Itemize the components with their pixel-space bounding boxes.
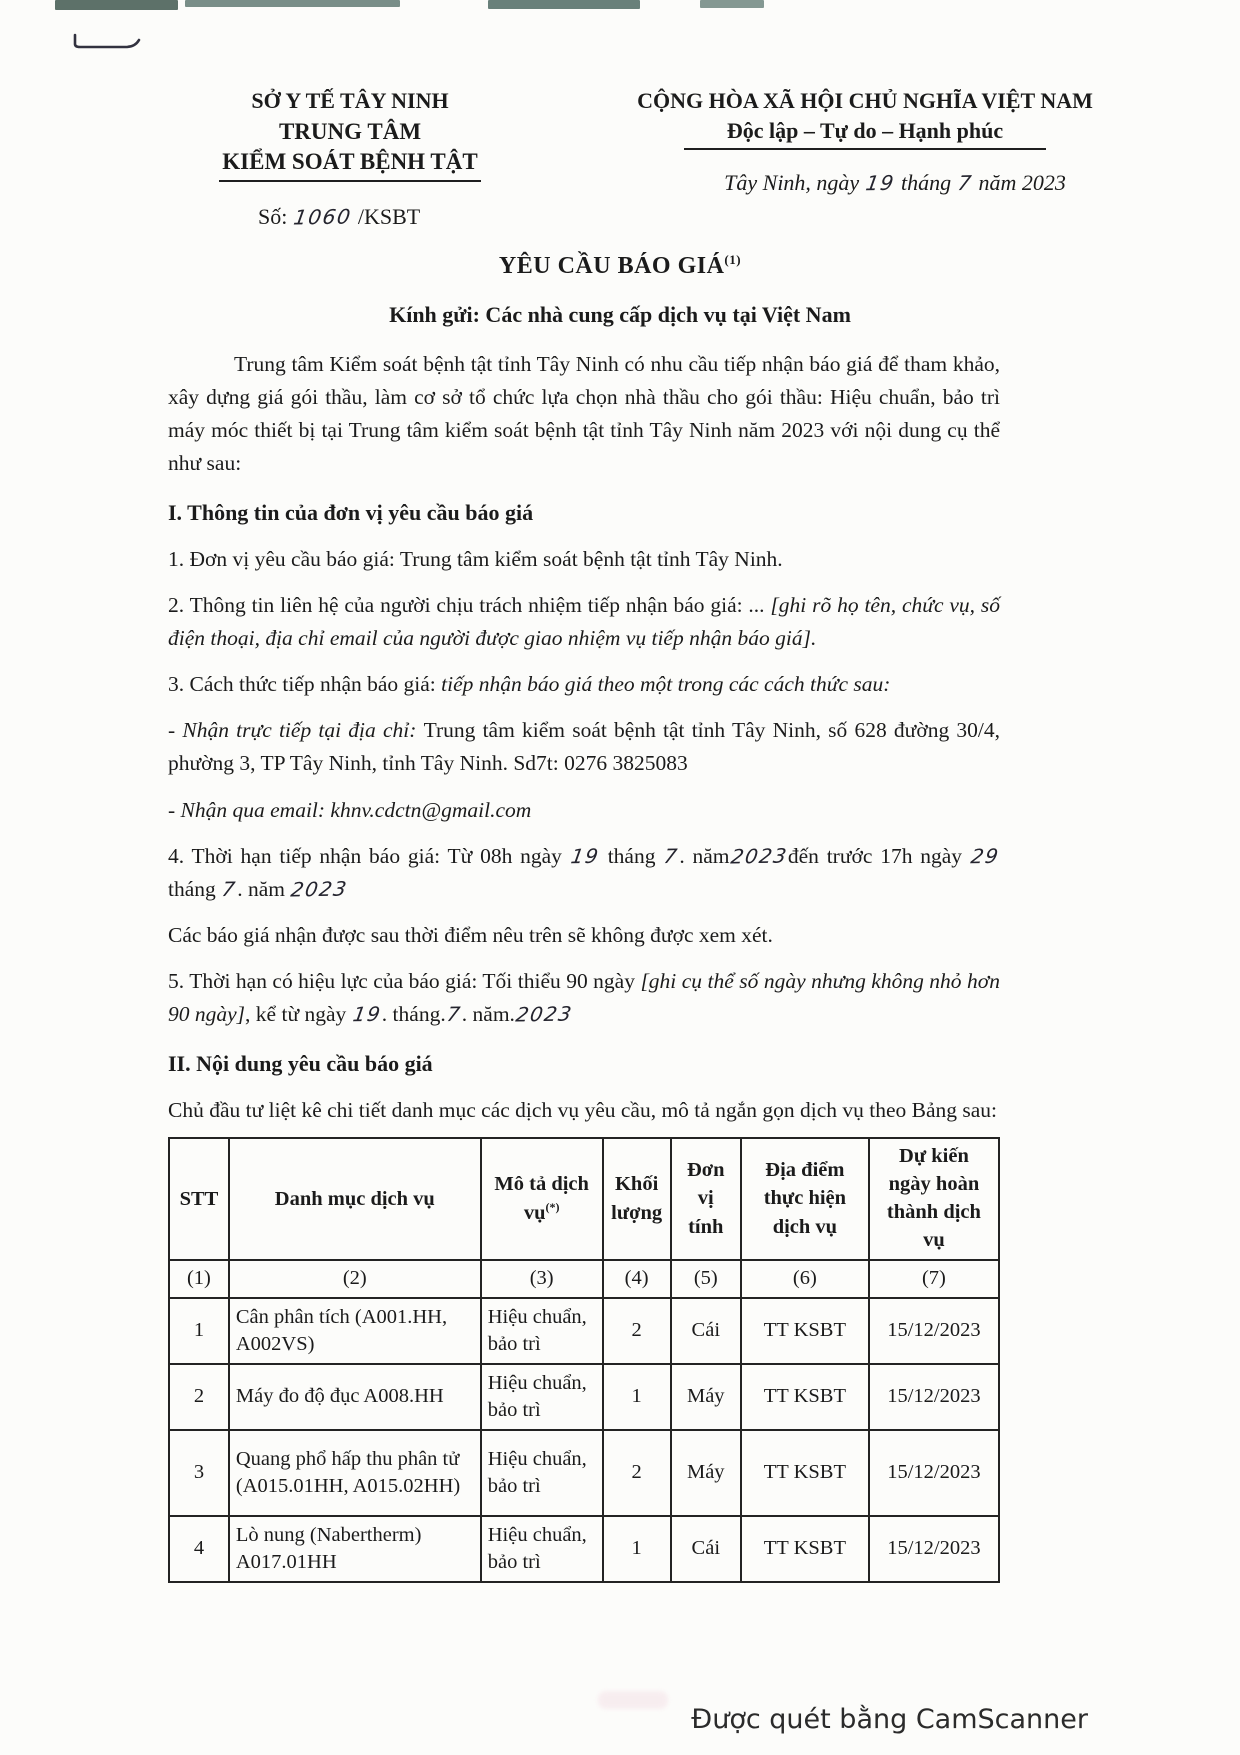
col-header-service-desc: Mô tả dịch vụ(*) <box>481 1138 603 1260</box>
scan-artifact-bar <box>700 0 764 8</box>
cell-unit: Máy <box>671 1364 741 1430</box>
agency-parent-name: SỞ Y TẾ TÂY NINH <box>251 88 449 113</box>
cell-completion-date: 15/12/2023 <box>869 1364 999 1430</box>
document-title <box>0 252 1240 280</box>
cell-unit: Cái <box>671 1298 741 1364</box>
document-number: Số: 1060 /KSBT <box>258 203 421 230</box>
cell-service-name: Quang phổ hấp thu phân tử (A015.01HH, A015.02HH) <box>229 1430 481 1516</box>
motto: Độc lập – Tự do – Hạnh phúc <box>726 117 1004 143</box>
col-number: (1) <box>169 1260 229 1298</box>
col-header-service-name: Danh mục dịch vụ <box>229 1138 481 1260</box>
item-2: 2. Thông tin liên hệ của người chịu trách nhiệm tiếp nhận báo giá: ... [ghi rõ họ tên, chức vụ, số điện thoại, địa chỉ email của người được giao nhiệm vụ tiếp nhận báo giá]. <box>168 593 1000 651</box>
place-date-line: Tây Ninh, ngày 19 tháng 7 năm 2023 <box>724 170 1066 196</box>
cell-unit: Máy <box>671 1430 741 1516</box>
cell-quantity: 2 <box>603 1298 671 1364</box>
cell-service-name: Lò nung (Nabertherm) A017.01HH <box>229 1516 481 1582</box>
document-title-text: YÊU CẦU BÁO GIÁ <box>498 252 725 279</box>
agency-name-line2: KIỂM SOÁT BỆNH TẬT <box>222 148 478 174</box>
cell-service-desc: Hiệu chuẩn, bảo trì <box>481 1430 603 1516</box>
col-number: (6) <box>741 1260 869 1298</box>
section2-heading: II. Nội dung yêu cầu báo giá <box>168 1051 433 1077</box>
greeting-line: Kính gửi: Các nhà cung cấp dịch vụ tại Việt Nam <box>389 301 851 327</box>
section1-heading: I. Thông tin của đơn vị yêu cầu báo giá <box>168 500 534 526</box>
intro-paragraph: Trung tâm Kiểm soát bệnh tật tỉnh Tây Ninh có nhu cầu tiếp nhận báo giá để tham khảo, xây dựng giá gói thầu, làm cơ sở tổ chức lựa chọn nhà thầu cho gói thầu: Hiệu chuẩn, bảo trì máy móc thiết bị tại Trung tâm kiểm soát bệnh tật tỉnh Tây Ninh năm 2023 với nội dung cụ thể như sau: <box>168 351 1000 475</box>
col-number: (4) <box>603 1260 671 1298</box>
document-body <box>168 348 1000 1583</box>
cell-stt: 4 <box>169 1516 229 1582</box>
camscanner-watermark: Được quét bằng CamScanner <box>691 1704 1088 1735</box>
cell-service-name: Máy đo độ đục A008.HH <box>229 1364 481 1430</box>
item-3: 3. Cách thức tiếp nhận báo giá: tiếp nhận báo giá theo một trong các cách thức sau: <box>168 672 891 697</box>
table-row <box>169 1364 999 1430</box>
document-title-footnote-ref: (1) <box>724 251 742 267</box>
country-title: CỘNG HÒA XÃ HỘI CHỦ NGHĨA VIỆT NAM <box>637 88 1093 113</box>
agency-name-line1: TRUNG TÂM <box>278 118 422 144</box>
issuing-agency-block <box>150 86 550 230</box>
item-5: 5. Thời hạn có hiệu lực của báo giá: Tối thiểu 90 ngày [ghi cụ thể số ngày nhưng không nhỏ hơn 90 ngày], kể từ ngày 19. tháng.7. năm.2023 <box>168 969 1000 1027</box>
cell-stt: 3 <box>169 1430 229 1516</box>
handwritten-mark <box>72 32 144 54</box>
national-motto-block <box>550 86 1180 230</box>
table-header-row <box>169 1138 999 1260</box>
cell-service-desc: Hiệu chuẩn, bảo trì <box>481 1516 603 1582</box>
cell-quantity: 1 <box>603 1364 671 1430</box>
cell-completion-date: 15/12/2023 <box>869 1430 999 1516</box>
cell-completion-date: 15/12/2023 <box>869 1516 999 1582</box>
table-row <box>169 1298 999 1364</box>
column-numbering-row <box>169 1260 999 1298</box>
cell-service-desc: Hiệu chuẩn, bảo trì <box>481 1298 603 1364</box>
col-number: (5) <box>671 1260 741 1298</box>
item-1: 1. Đơn vị yêu cầu báo giá: Trung tâm kiểm soát bệnh tật tỉnh Tây Ninh. <box>168 546 783 571</box>
cell-unit: Cái <box>671 1516 741 1582</box>
table-row <box>169 1516 999 1582</box>
cell-service-name: Cân phân tích (A001.HH, A002VS) <box>229 1298 481 1364</box>
cell-location: TT KSBT <box>741 1364 869 1430</box>
cell-stt: 1 <box>169 1298 229 1364</box>
col-header-completion-date: Dự kiến ngày hoàn thành dịch vụ <box>869 1138 999 1260</box>
cell-location: TT KSBT <box>741 1516 869 1582</box>
cell-quantity: 2 <box>603 1430 671 1516</box>
receive-by-email-line: - Nhận qua email: khnv.cdctn@gmail.com <box>168 797 532 822</box>
col-number: (2) <box>229 1260 481 1298</box>
item-4: 4. Thời hạn tiếp nhận báo giá: Từ 08h ngày 19 tháng 7. năm2023đến trước 17h ngày 29 tháng 7. năm 2023 <box>168 843 1001 902</box>
cell-completion-date: 15/12/2023 <box>869 1298 999 1364</box>
late-quotes-note: Các báo giá nhận được sau thời điểm nêu trên sẽ không được xem xét. <box>168 922 773 947</box>
col-number: (3) <box>481 1260 603 1298</box>
col-header-stt: STT <box>169 1138 229 1260</box>
cell-location: TT KSBT <box>741 1430 869 1516</box>
col-header-location: Địa điểm thực hiện dịch vụ <box>741 1138 869 1260</box>
cell-location: TT KSBT <box>741 1298 869 1364</box>
scan-artifact-bar <box>185 0 400 7</box>
scan-smudge <box>598 1691 668 1709</box>
cell-quantity: 1 <box>603 1516 671 1582</box>
col-header-unit: Đơn vị tính <box>671 1138 741 1260</box>
table-intro-paragraph: Chủ đầu tư liệt kê chi tiết danh mục các dịch vụ yêu cầu, mô tả ngắn gọn dịch vụ theo Bảng sau: <box>168 1098 998 1123</box>
table-row <box>169 1430 999 1516</box>
cell-service-desc: Hiệu chuẩn, bảo trì <box>481 1364 603 1430</box>
scan-artifact-bar <box>55 0 178 10</box>
cell-stt: 2 <box>169 1364 229 1430</box>
agency-underline <box>219 180 481 182</box>
col-header-quantity: Khối lượng <box>603 1138 671 1260</box>
motto-underline <box>684 148 1046 150</box>
receive-in-person-line: - Nhận trực tiếp tại địa chỉ: Trung tâm kiểm soát bệnh tật tỉnh Tây Ninh, số 628 đường 30/4, phường 3, TP Tây Ninh, tỉnh Tây Ninh. Sd7t: 0276 3825083 <box>168 718 1000 776</box>
document-header <box>0 0 1240 230</box>
col-number: (7) <box>869 1260 999 1298</box>
scan-artifact-bar <box>488 0 640 9</box>
service-list-table <box>168 1137 1000 1583</box>
